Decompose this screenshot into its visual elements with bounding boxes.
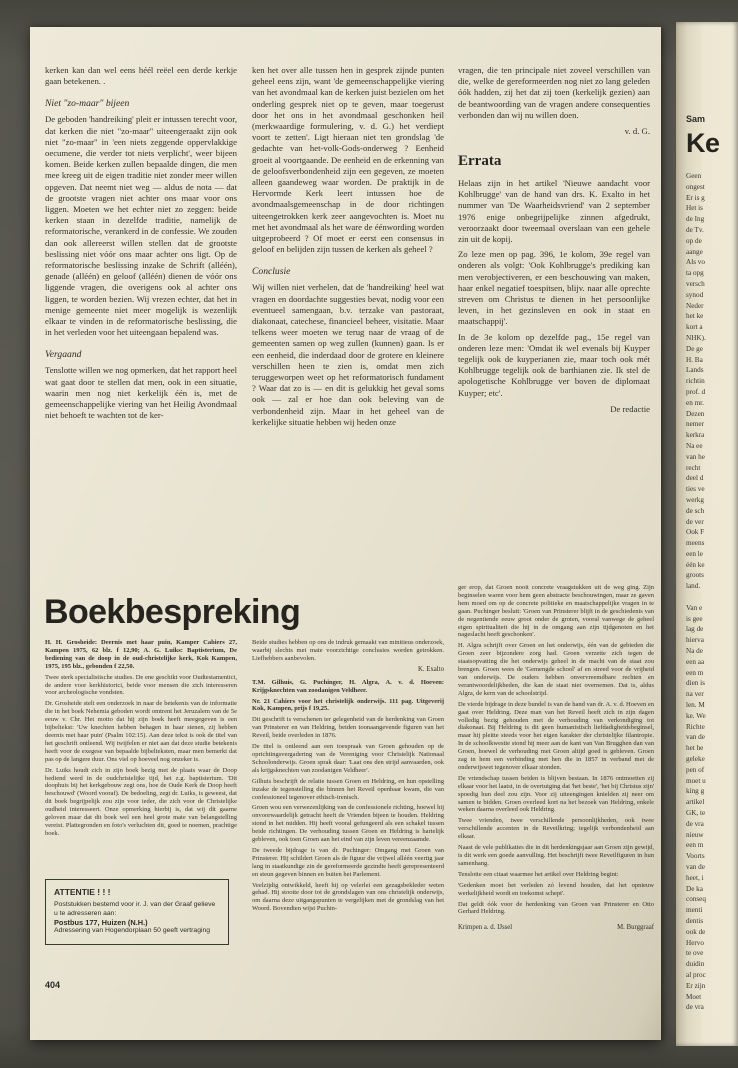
text-fragment-line: dentis xyxy=(686,916,704,925)
page-number: 404 xyxy=(45,980,61,990)
section-heading-errata: Errata xyxy=(458,153,502,170)
paragraph: Gilhuis beschrijft de relatie tussen Groen en Heldring, en hun opstelling inzake de tegenstelling die binnen het Reveil openbaar kwam, die van confessioneel tegenover ethisch-irenisch. xyxy=(252,777,444,801)
text-fragment-line: en mr. xyxy=(686,398,704,407)
text-fragment-line: de Ing xyxy=(686,215,705,224)
paragraph: Helaas zijn in het artikel 'Nieuwe aandacht voor Kohlbrugge' van de hand van drs. K. Exalto in het nummer van 'De Waarheidsvriend' van 2 september 1976 enige onbegrijpelijke zinnen afgedrukt, veroorzaakt door tweemaal overslaan van een gehele zin uit de kopij. xyxy=(458,178,650,245)
text-fragment-line: groots xyxy=(686,571,704,580)
paragraph: Wij willen niet verhelen, dat de 'handreiking' heel wat vragen en doordachte suggesties bevat, nodig voor een eventueel samengaan, b.v. terzake van pastoraat, diakonaat, catechese, financieel beheer, visitatie. Maar telkens weer moeten we terug naar de vraag of de gemeenten samen op weg zullen (kunnen) gaan. Is er een eenheid, die inderdaad door de grotere en kleinere verschillen heen te zien is, omdat men zich teruggeworpen weet op het reformatorisch fundament ? Waar dat zo is — en dit is gelukkig het geval soms ook — zal er hoe dan ook beleving van de verbondenheid zijn. Maar in het geheel van de kerkelijke situatie hebben wij heden onze xyxy=(252,282,444,427)
paragraph: De titel is ontleend aan een toespraak van Groen gehouden op de oprichtingsvergadering van de Vereniging voor Christelijk Nationaal Schoolonderwijs. Groen sprak daar: 'Laat ons den strijd aanvaarden, ook als krijgsknechten van zoodanigen Veldheer'. xyxy=(252,743,444,774)
reviewer-signature: K. Exalto xyxy=(417,665,444,673)
article-column-2 xyxy=(252,65,444,597)
paragraph: H. Algra schrijft over Groen en het onderwijs, één van de gebieden die Groen zeer bijzondere zorg had. Groen verzette zich tegen de staatsopvatting die het onderwijs geheel in de macht van de staat zou brengen. Groen wees de 'Gemengde school' af en streed voor de vrijheid van onderwijs. De ouders hebben onvervreemdbare rechten en verantwoordelijkheden, die kan de staat niet overnemen. Dat is, aldus Algra, de kern van de schoolstrijd. xyxy=(458,642,654,697)
paragraph: Dat geldt óók voor de herdenking van Groen van Prinsterer en Otto Gerhard Heldring. xyxy=(458,900,654,916)
magazine-page xyxy=(30,27,661,1040)
text-fragment-line: GK, te xyxy=(686,809,706,818)
attention-line: Poststukken bestemd voor ir. J. van der Graaf gelieve u te adresseren aan: xyxy=(54,901,216,917)
text-fragment-line: recht xyxy=(686,463,701,472)
text-fragment-line xyxy=(686,592,738,603)
text-fragment-line: nemer xyxy=(686,420,704,429)
text-fragment-line: nieuw xyxy=(686,830,704,839)
text-fragment-line: de vra xyxy=(686,819,704,828)
paragraph: Twee vrienden, twee verschillende persoonlijkheden, ook twee verschillende accenten in de Reveilkring; tegelijk verbondenheid aan elkaar. xyxy=(458,817,654,841)
paragraph: De geboden 'handreiking' pleit er intussen terecht voor, dat kerken die niet "zo-maar" uiteengeraakt zijn ook niet "zo-maar" in 'een niets zeggende oppervlakkige oecumene, die verder tot niets verplicht', weer bijeen komen. Beide kerken zullen bepaalde dingen, die men mee kreeg uit de eigen traditie niet zonder meer willen opgeven. Dat neemt niet weg — aldus de nota — dat de grootste vragen niet achter ons maar voor ons liggen. Moeten we het echter niet zo zeggen: beide kerken staan in dezelfde traditie, namelijk de reformatorische, verankerd in de confessie. We zouden dan ook allereerst willen stellen dat de grootste beslissing niet vóór ons maar achter ons ligt. Op de reformatorische beslissing inzake de Schrift (alléén), genade (alléén) en geloof (alléén) dienen de vóór ons liggende vragen, die overigens ook al achter ons liggen, te worden bezien. Wij vrezen echter, dat het in menige gemeente niet meer mogelijk is wezenlijk elkaar te vinden in de reformatorische beslissing, die in het verleden voor het uiteengaan bepalend was. xyxy=(45,114,237,338)
editorial-signature: De redactie xyxy=(610,403,650,414)
text-fragment-line: ta opg xyxy=(686,269,704,278)
text-fragment-line: Voorts xyxy=(686,852,705,861)
review-place: Krimpen a. d. IJssel xyxy=(458,924,513,932)
text-fragment-line: Hervo xyxy=(686,938,704,947)
text-fragment-line: al proc xyxy=(686,970,706,979)
adjacent-page-title: Ke xyxy=(686,128,720,158)
text-fragment-line: kort a xyxy=(686,323,703,332)
text-fragment-line: het ke xyxy=(686,312,704,321)
paragraph: De vriendschap tussen beiden is blijven bestaan. In 1876 ontmoetten zij elkaar voor het laatst, in de overtuiging dat 'het beste', 'het bij Christus zijn' spoedig hun deel zou zijn. Voor zij uiteengingen knielden zij neer om samen te bidden. Groen overleed kort na het bezoek van Heldring, enkele weken daarna overleed ook Heldring. xyxy=(458,774,654,814)
text-fragment-line: menti xyxy=(686,906,703,915)
text-fragment-line: Geen xyxy=(686,172,702,180)
text-fragment-line: kerkra xyxy=(686,431,705,440)
text-fragment-line: Ook F xyxy=(686,528,705,537)
text-fragment-line: heet, i xyxy=(686,873,704,882)
paragraph: Dit geschrift is verschenen ter gelegenheid van de herdenking van Groen van Prinsterer en van Heldring, beiden toonaangevende figuren van het Reveil, beide overleden in 1876. xyxy=(252,716,444,740)
text-fragment-line: De ge xyxy=(686,344,703,353)
review-column-3 xyxy=(458,584,654,998)
bibliography-entry: T.M. Gilhuis, G. Puchinger, H. Algra, A. v. d. Hoeven: Krijgsknechten van zoodanigen Veldheer. xyxy=(252,678,444,694)
text-fragment-line: van he xyxy=(686,452,705,461)
attention-address: Postbus 177, Huizen (N.H.) xyxy=(54,918,148,928)
adjacent-page-kicker: Sam xyxy=(686,114,706,124)
text-fragment-line: Er is g xyxy=(686,193,705,202)
adjacent-page-edge xyxy=(676,22,738,1046)
paragraph: Beide studies hebben op ons de indruk gemaakt van minitieus onderzoek, waarbij slechts met mate voorzichtige conclusies worden getrokken. Liefhebbers aanbevolen. xyxy=(252,639,444,662)
attention-line: Adressering van Hogendorplaan 50 geeft vertraging xyxy=(54,927,211,935)
text-fragment-line: te ove xyxy=(686,949,704,958)
text-fragment-line: Er zijn xyxy=(686,981,706,990)
text-fragment-line: king g xyxy=(686,787,705,796)
text-fragment-line: is gee xyxy=(686,614,703,623)
text-fragment-line: de sch xyxy=(686,506,705,515)
paragraph: Groen wou een verwezenlijking van de confessionele richting, hoewel hij onvoorwaardelijk getracht heeft de Vrienden bijeen te houden. Heldring stond in het midden. Hij heeft vooral gefungeerd als een schakel tussen beide richtingen. De verhouding tussen Groen en Heldring is hartelijk gebleven, ook toen Groen aan het eind van zijn leven vereenzaamde. xyxy=(252,804,444,844)
text-fragment-line: artikel xyxy=(686,798,705,807)
text-fragment-line: Moet xyxy=(686,992,702,1001)
text-fragment-line: synod xyxy=(686,290,704,299)
text-fragment-line: duidin xyxy=(686,960,705,969)
text-fragment-line: één ke xyxy=(686,560,705,569)
text-fragment-line: het he xyxy=(686,744,704,753)
review-column-1 xyxy=(45,639,237,875)
paragraph: kerken kan dan wel eens héél reëel een derde kerkje gaan betekenen. . xyxy=(45,65,237,87)
text-fragment-line: Na ee xyxy=(686,441,703,450)
text-fragment-line: de Tv. xyxy=(686,225,704,234)
text-fragment-line: Richte xyxy=(686,722,705,731)
text-fragment-line: Neder xyxy=(686,301,704,310)
text-fragment-line: conseq xyxy=(686,895,706,904)
paragraph: vragen, die ten principale niet zoveel verschillen van die, welke de gereformeerden nog niet zo lang geleden óók hadden, zij het dat zij toen (kerkelijk gezien) aan de beantwoording van de vragen andere consequenties verbonden dan wij nu willen doen. xyxy=(458,65,650,120)
paragraph: ger erop, dat Groen nooit concrete vraagstukken uit de weg ging. Zijn beginselen waren voor hem geen abstracte beschouwingen, maar ze gaven hem moed om op de concrete politieke en maatschappelijke vragen in te gaan. Puchinger besluit: 'Groen van Prinsterer blijft in de geschiedenis van de negentiende eeuw groot onder de groten, vooral vanwege de geheel eigen spiritualiteit die hij in de omgang aan zijn tijdgenoten en het nageslacht heeft geschonken'. xyxy=(458,584,654,639)
review-section-title: Boekbespreking xyxy=(44,593,301,631)
article-column-3 xyxy=(458,65,650,597)
text-fragment-line: na ver xyxy=(686,690,704,699)
text-fragment-line: werkg xyxy=(686,495,704,504)
text-fragment-line: moet u xyxy=(686,776,706,785)
paragraph: 'Gedenken moet het verleden zó levend houden, dat het opnieuw werkelijkheid wordt en toekomst schept'. xyxy=(458,881,654,897)
paragraph: Twee sterk specialistische studies. De ene geschikt voor Oudtestamentici, de andere voor kerkhistorici, beide voor mensen die zich interesseren voor archeologische vondsten. xyxy=(45,673,237,697)
text-fragment-line: een m xyxy=(686,668,704,677)
paragraph: Tenslotte willen we nog opmerken, dat het rapport heel wat gaat door te stellen dat men, ook in een situatie, waarin men nog niet kerkelijk één is, met de gemeenschappelijke viering van het Heilig Avondmaal niet behoeft te wachten tot de ker- xyxy=(45,365,237,421)
text-fragment-line: hierva xyxy=(686,636,704,645)
paragraph: Veelzijdig ontwikkeld, heeft hij op velerlei een gezagsbekleder weten gehad. Hij stootte door tot de grondslagen van ons christelijk onderwijs, om daarna deze uitgangspunten te vergelijken met de grondslag van het Woord. Bovendien wijst Puchin- xyxy=(252,881,444,913)
text-fragment-line: de ver xyxy=(686,517,704,526)
attention-title: ATTENTIE ! ! ! xyxy=(54,887,111,897)
section-heading-vergaand: Vergaand xyxy=(45,349,82,361)
paragraph: Dr. Luiks houdt zich in zijn boek bezig met de plaats waar de Doop bediend werd in de oudchristelijke tijd, het z.g. baptisterium. 'Dit doophuis bij het kerkgebouw zegt ons, hoe de Oude Kerk de Doop heeft beschouwd' (Woord vooraf). De bedoeling, zegt dr. Luiks, is geweest, dat dit boek begrijpelijk zou zijn voor ieder, die zich voor de Christelijke oudheid interesseert. Onze opmerking hierbij is, dat wij dit gaarne geloven maar dat dit boek wel een heel grote mate van belangstelling vereist. Plattegronden en foto's verluchten dit, goed te noemen, prachtige boek. xyxy=(45,766,237,837)
text-fragment-line: meens xyxy=(686,539,705,548)
text-fragment-line: len. M xyxy=(686,701,705,710)
text-fragment-line: richtin xyxy=(686,377,705,386)
paragraph: ken het over alle tussen hen in gesprek zijnde punten geheel eens zijn, want 'de gemeenschappelijke viering van het avondmaal kan de kerken juist bezielen om het onderling gesprek niet op te geven, maar toegerust door het ons in het avondmaal geschonken heil (merkwaardige formulering, v. d. G.) het verdiept voort te zetten'. Ligt hieraan niet ten grondslag 'de gedachte van het-volk-Gods-onderweg ? Eenheid groeit al voortgaande. De eenheid en de erkenning van de geloofsverbondenheid zijn een gegeven, ze moeten alleen gaandeweg waar worden. De praktijk in de Hervormde Kerk leert intussen hoe de avondmaalsgemeenschap in de door richtingen uiteengetrokken kerk zeer aangevochten is. Moet nu met het avondmaal als het ware de éénwording worden uitgeprobeerd ? Of moet er eerst een consensus in geloof en belijden zijn tussen de kerken als geheel ? xyxy=(252,65,444,255)
paragraph: De tweede bijdrage is van dr. Puchinger: Omgang met Groen van Prinsterer. Hij schildert Groen als de figuur die vrijwel alléén veertig jaar lang in staatkundige zin de gereformeerde gezindte heeft gerepresenteerd en steun gegeven binnen en buiten het Parlement. xyxy=(252,846,444,878)
text-fragment-line: ook de xyxy=(686,927,706,936)
review-column-2 xyxy=(252,639,444,995)
review-byline xyxy=(458,924,654,931)
adjacent-page-text-fragments xyxy=(686,171,738,1013)
text-fragment-line: dien is xyxy=(686,679,705,688)
text-fragment-line: ties ve xyxy=(686,485,705,494)
paragraph: Naast de vele publikaties die in dit herdenkingsjaar aan Groen zijn gewijd, is dit werk een goede aanvulling. Het beschrijft twee Reveilfiguren in hun samenhang. xyxy=(458,844,654,867)
paragraph: Dr. Grosheide stelt een onderzoek in naar de betekenis van de informatie die in het boek Nehemia geboden wordt omtrent het Jeruzalem van de 5e eeuw v. Chr. Het motto dat hij zijn boek heeft meegegeven is een bijbeltekst: 'Uw knechten hebben behagen in haar stenen, zij hebben deernis met haar puin' (Psalm 102:15). Aan deze tekst is ook de titel van het geschrift ontleend. Wij twijfelen er niet aan dat deze studie betekenis heeft voor de exegese van bepaalde bijbelteksten, maar men bemerkt dat pas op de langere duur. Ons viel op hoeveel nog onzeker is. xyxy=(45,700,237,763)
text-fragment-line: NHK). xyxy=(686,333,706,342)
text-fragment-line: Dezen xyxy=(686,409,705,418)
text-fragment-line: land. xyxy=(686,582,701,591)
section-heading-conclusie: Conclusie xyxy=(252,266,291,278)
text-fragment-line: Het is xyxy=(686,204,703,213)
text-fragment-line: deel d xyxy=(686,474,704,483)
text-fragment-line: Van e xyxy=(686,603,703,612)
attention-notice-box xyxy=(45,879,229,945)
text-fragment-line: De ka xyxy=(686,884,703,893)
text-fragment-line: ongest xyxy=(686,182,705,191)
text-fragment-line: Lands xyxy=(686,366,704,375)
text-fragment-line: prof. d xyxy=(686,387,706,396)
paragraph: In de 3e kolom op dezelfde pag., 15e regel van onderen leze men: 'Omdat ik wel evenals bij Kuyper tegelijk ook de kuyperianen zie, maar toch ook mét Kohlbrugge tegelijk ook de barthianen zie. Ik stel de apologetische Kohlbrugge ver boven de diplomaat Kuyper; etc'. xyxy=(458,331,650,398)
bibliography-entry: H. H. Grosheide: Deernis met haar puin, Kamper Cahiers 27, Kampen 1975, 62 blz. f 12,90; A. G. Luiks: Baptisterium, De bediening van de doop in de oud-christelijke kerk, Kok Kampen, 1975, 195 blz., gebonden f 22,50. xyxy=(45,639,237,670)
text-fragment-line: een aa xyxy=(686,657,705,666)
section-heading-niet-zomaar-bijeen: Niet "zo-maar" bijeen xyxy=(45,98,130,110)
text-fragment-line: H. Ba xyxy=(686,355,703,364)
text-fragment-line: Als vo xyxy=(686,258,705,267)
text-fragment-line: pen of xyxy=(686,765,705,774)
paragraph: Tenslotte een citaat waarmee het artikel over Heldring begint: xyxy=(458,870,619,878)
paragraph: Zo leze men op pag. 396, 1e kolom, 39e regel van onderen als volgt: 'Ook Kohlbrugge's prediking kan men verobjectiveren, er een beschouwing van maken, haar enkel negatief toespitsen, blijv. naar alle oprechte streven om Christus te dienen in het persoonlijke leven, in het gezinsleven en ook in staat en maatschappij'. xyxy=(458,249,650,327)
text-fragment-line: van de xyxy=(686,863,705,871)
text-fragment-line: een le xyxy=(686,549,703,558)
bibliography-entry: Nr. 21 Cahiers voor het christelijk onderwijs. 111 pag. Uitgeverij Kok, Kampen, prijs f 19,25. xyxy=(252,697,444,713)
text-fragment-line: geleke xyxy=(686,755,705,764)
text-fragment-line: lag de xyxy=(686,625,704,634)
text-fragment-line: ke. We xyxy=(686,711,706,720)
reviewer-signature: M. Burggraaf xyxy=(617,924,654,932)
text-fragment-line: de vra xyxy=(686,1003,704,1012)
paragraph: De vierde bijdrage in deze bundel is van de hand van dr. A. v. d. Hoeven en gaat over Heldring. Deze man van het Reveil heeft zich in zijn dagen volledig bezig gehouden met de verhouding van verkondiging tot diakonaat. Bij Heldring is dit geen humanistisch liefdadigheidsbeginsel, maar hij pleitte steeds voor het eigen karakter der christelijke filantropie. In de schoolkwestie stond hij meer aan de kant van Van Brugghen dan van Groen, hoewel de verhouding met Groen altijd goed is gebleven. Groen zag in hem een verbinding met hen die in 1857 in verband met de onderwijswet tegenover elkaar stonden. xyxy=(458,700,654,771)
text-fragment-line: een m xyxy=(686,841,704,850)
text-fragment-line: op de xyxy=(686,236,702,245)
text-fragment-line: versch xyxy=(686,279,705,288)
text-fragment-line: aange xyxy=(686,247,703,256)
author-initials: v. d. G. xyxy=(624,126,650,137)
text-fragment-line: van de xyxy=(686,733,705,742)
text-fragment-line: Na de xyxy=(686,647,703,656)
article-column-1 xyxy=(45,65,237,597)
